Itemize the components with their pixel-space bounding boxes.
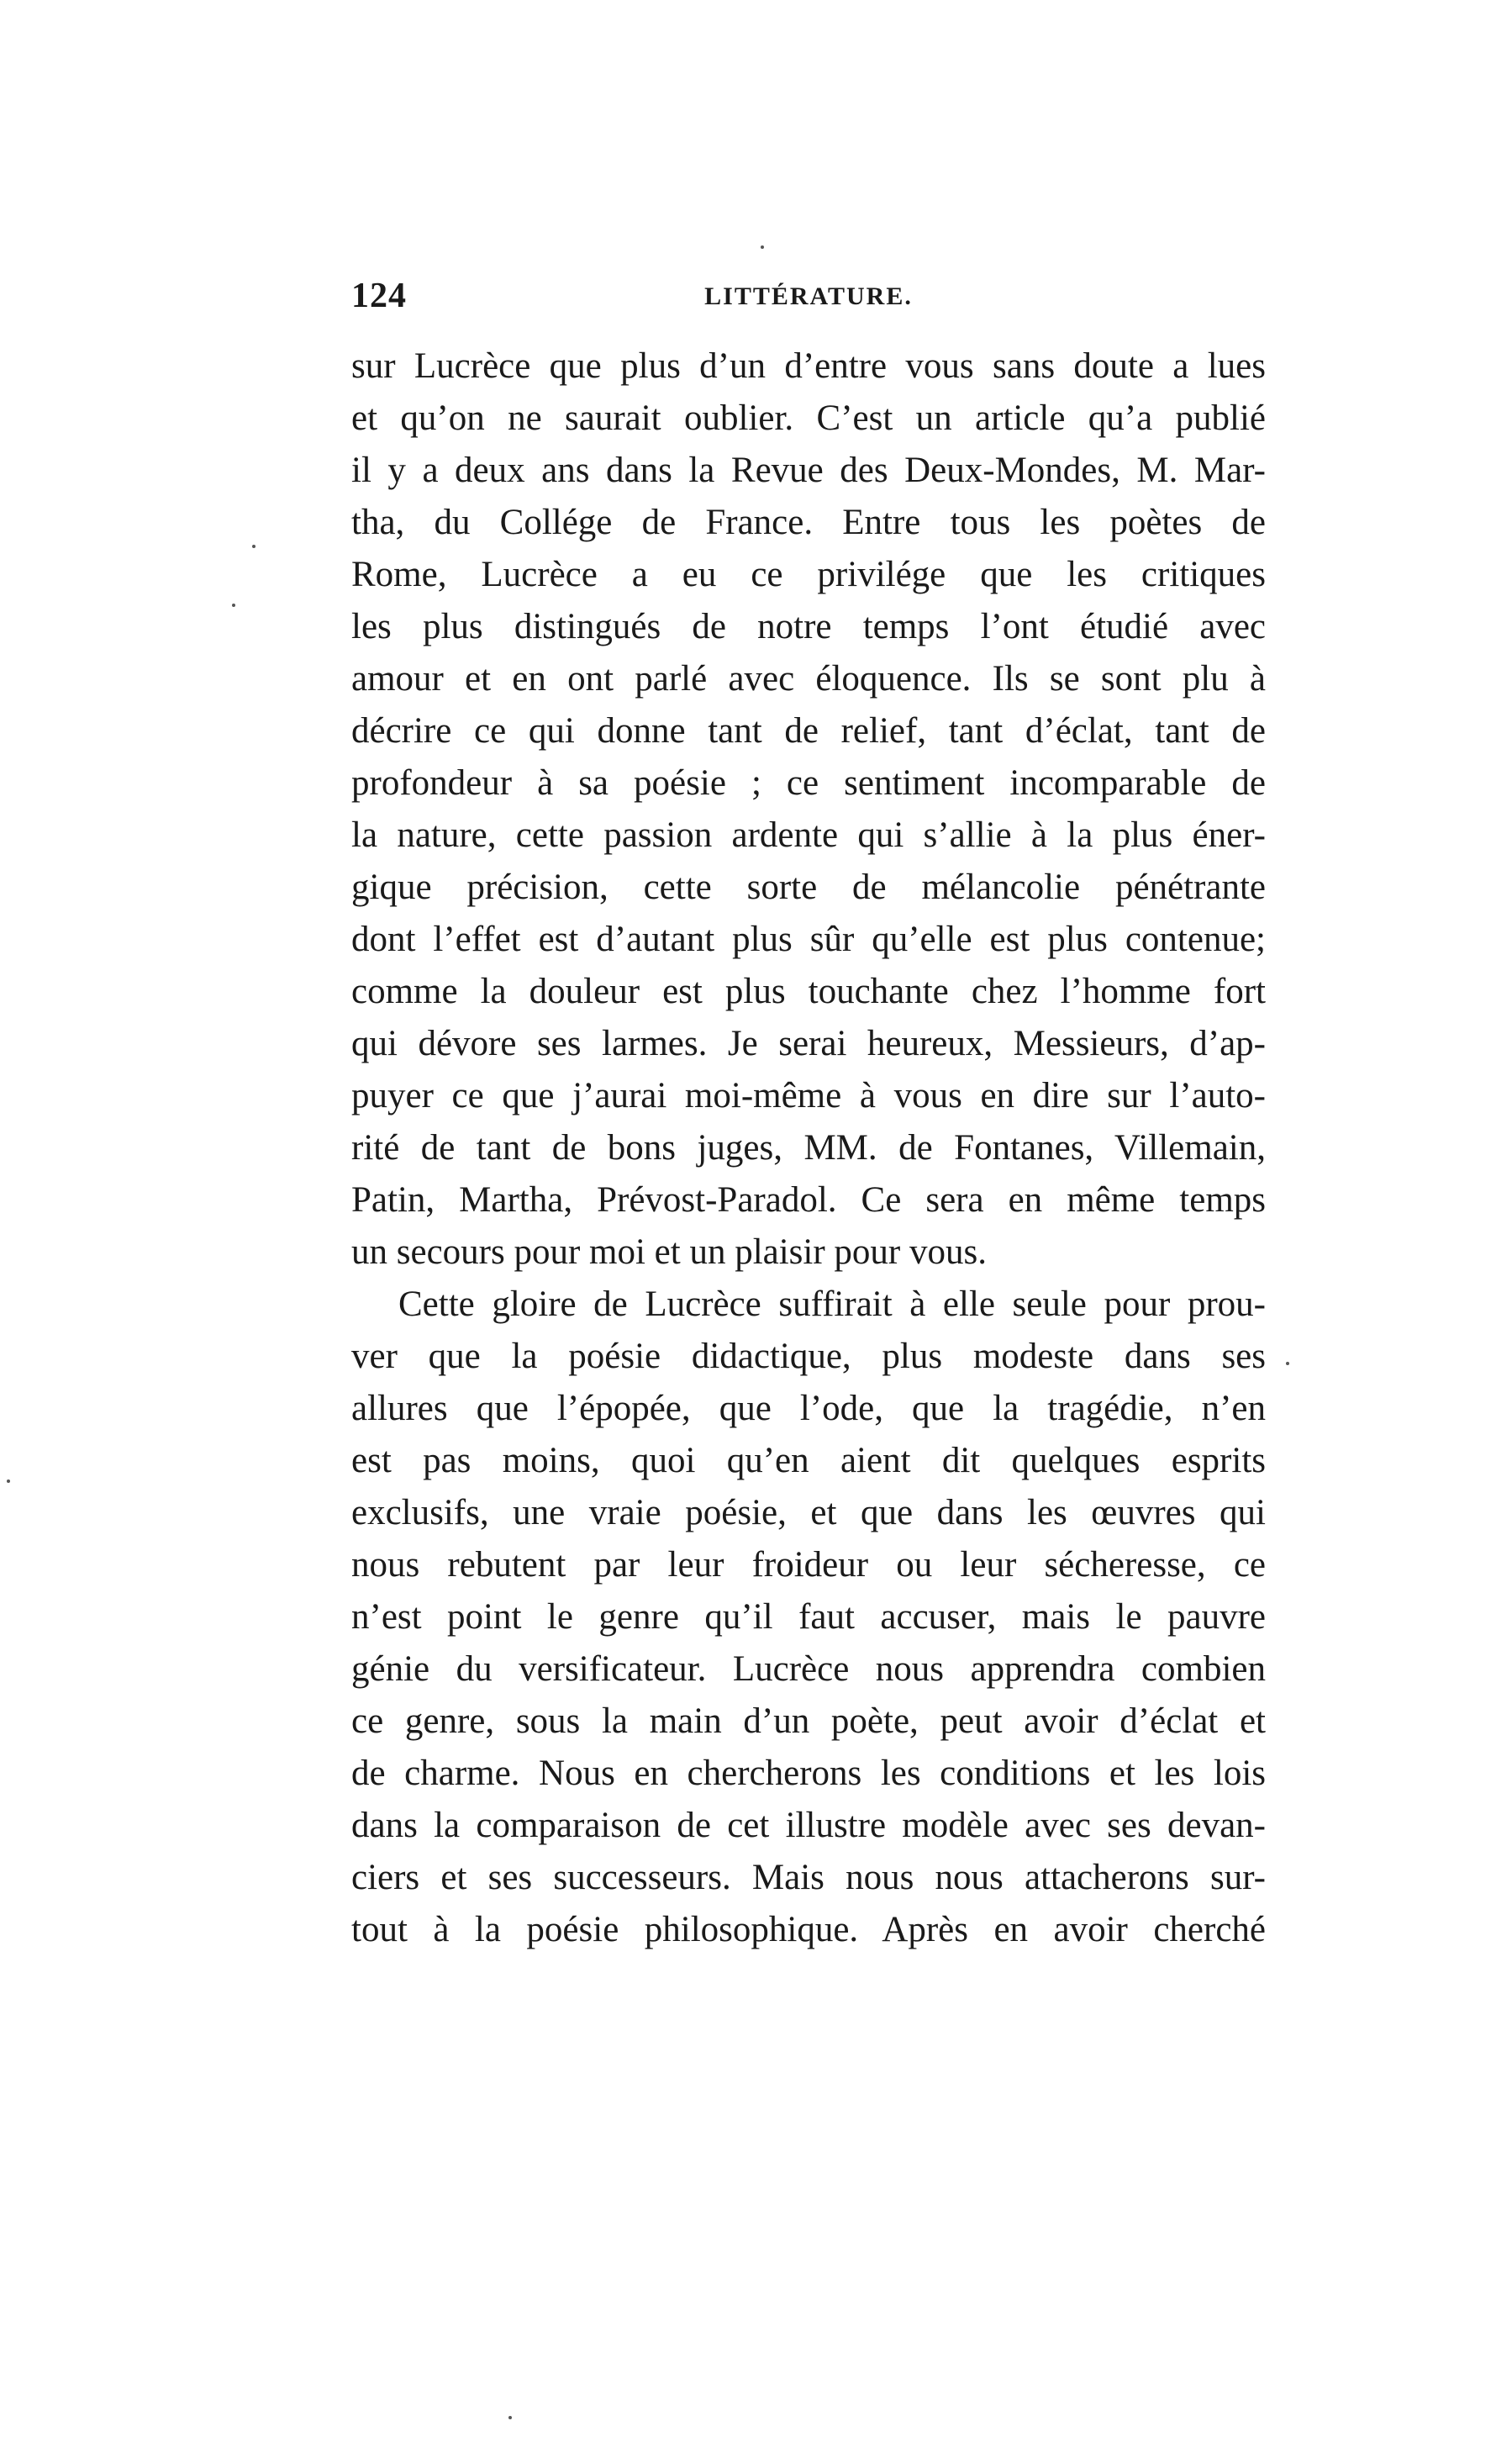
text-line: allures que l’épopée, que l’ode, que la tragédie, n’en <box>351 1389 1266 1428</box>
text-line: décrire ce qui donne tant de relief, tant d’éclat, tant de <box>351 711 1266 751</box>
text-line: Cette gloire de Lucrèce suffirait à elle seule pour prou- <box>398 1284 1266 1324</box>
paragraph-1 <box>351 340 1266 1279</box>
scan-speck <box>1286 1362 1289 1365</box>
scan-speck <box>7 1479 10 1483</box>
text-line: exclusifs, une vraie poésie, et que dans les œuvres qui <box>351 1493 1266 1532</box>
text-line: ciers et ses successeurs. Mais nous nous attacherons sur- <box>351 1858 1266 1897</box>
text-line: un secours pour moi et un plaisir pour vous. <box>351 1232 987 1272</box>
body-text <box>351 340 1266 1956</box>
paragraph-2 <box>351 1279 1266 1956</box>
text-line: et qu’on ne saurait oublier. C’est un article qu’a publié <box>351 398 1266 438</box>
text-line: rité de tant de bons juges, MM. de Fontanes, Villemain, <box>351 1128 1266 1168</box>
page-header <box>351 276 1266 326</box>
text-line: de charme. Nous en chercherons les conditions et les lois <box>351 1754 1266 1793</box>
text-line: comme la douleur est plus touchante chez l’homme fort <box>351 972 1266 1011</box>
scan-speck <box>232 604 235 607</box>
page-number: 124 <box>351 277 407 315</box>
text-line: tha, du Collége de France. Entre tous les poètes de <box>351 503 1266 542</box>
text-line: nous rebutent par leur froideur ou leur sécheresse, ce <box>351 1545 1266 1585</box>
text-line: qui dévore ses larmes. Je serai heureux, Messieurs, d’ap- <box>351 1024 1266 1063</box>
text-line: dans la comparaison de cet illustre modèle avec ses devan- <box>351 1806 1266 1845</box>
text-line: sur Lucrèce que plus d’un d’entre vous sans doute a lues <box>351 346 1266 386</box>
text-line: puyer ce que j’aurai moi-même à vous en dire sur l’auto- <box>351 1076 1266 1116</box>
text-line: gique précision, cette sorte de mélancolie pénétrante <box>351 868 1266 907</box>
text-line: génie du versificateur. Lucrèce nous apprendra combien <box>351 1649 1266 1689</box>
text-line: tout à la poésie philosophique. Après en avoir cherché <box>351 1910 1266 1949</box>
text-line: la nature, cette passion ardente qui s’allie à la plus éner- <box>351 815 1266 855</box>
text-line: amour et en ont parlé avec éloquence. Ils se sont plu à <box>351 659 1266 699</box>
text-line: Rome, Lucrèce a eu ce privilége que les critiques <box>351 555 1266 594</box>
text-line: ce genre, sous la main d’un poète, peut avoir d’éclat et <box>351 1701 1266 1741</box>
text-line: il y a deux ans dans la Revue des Deux-Mondes, M. Mar- <box>351 451 1266 490</box>
text-line: dont l’effet est d’autant plus sûr qu’elle est plus contenue; <box>351 920 1266 959</box>
text-line: les plus distingués de notre temps l’ont étudié avec <box>351 607 1266 646</box>
running-head: LITTÉRATURE. <box>704 282 913 310</box>
text-line: est pas moins, quoi qu’en aient dit quelques esprits <box>351 1441 1266 1480</box>
text-line: profondeur à sa poésie ; ce sentiment incomparable de <box>351 763 1266 803</box>
scan-speck <box>252 545 256 548</box>
text-line: ver que la poésie didactique, plus modeste dans ses <box>351 1337 1266 1376</box>
scan-speck <box>761 245 764 249</box>
scan-speck <box>508 2416 512 2419</box>
text-line: n’est point le genre qu’il faut accuser, mais le pauvre <box>351 1597 1266 1637</box>
text-line: Patin, Martha, Prévost-Paradol. Ce sera en même temps <box>351 1180 1266 1220</box>
